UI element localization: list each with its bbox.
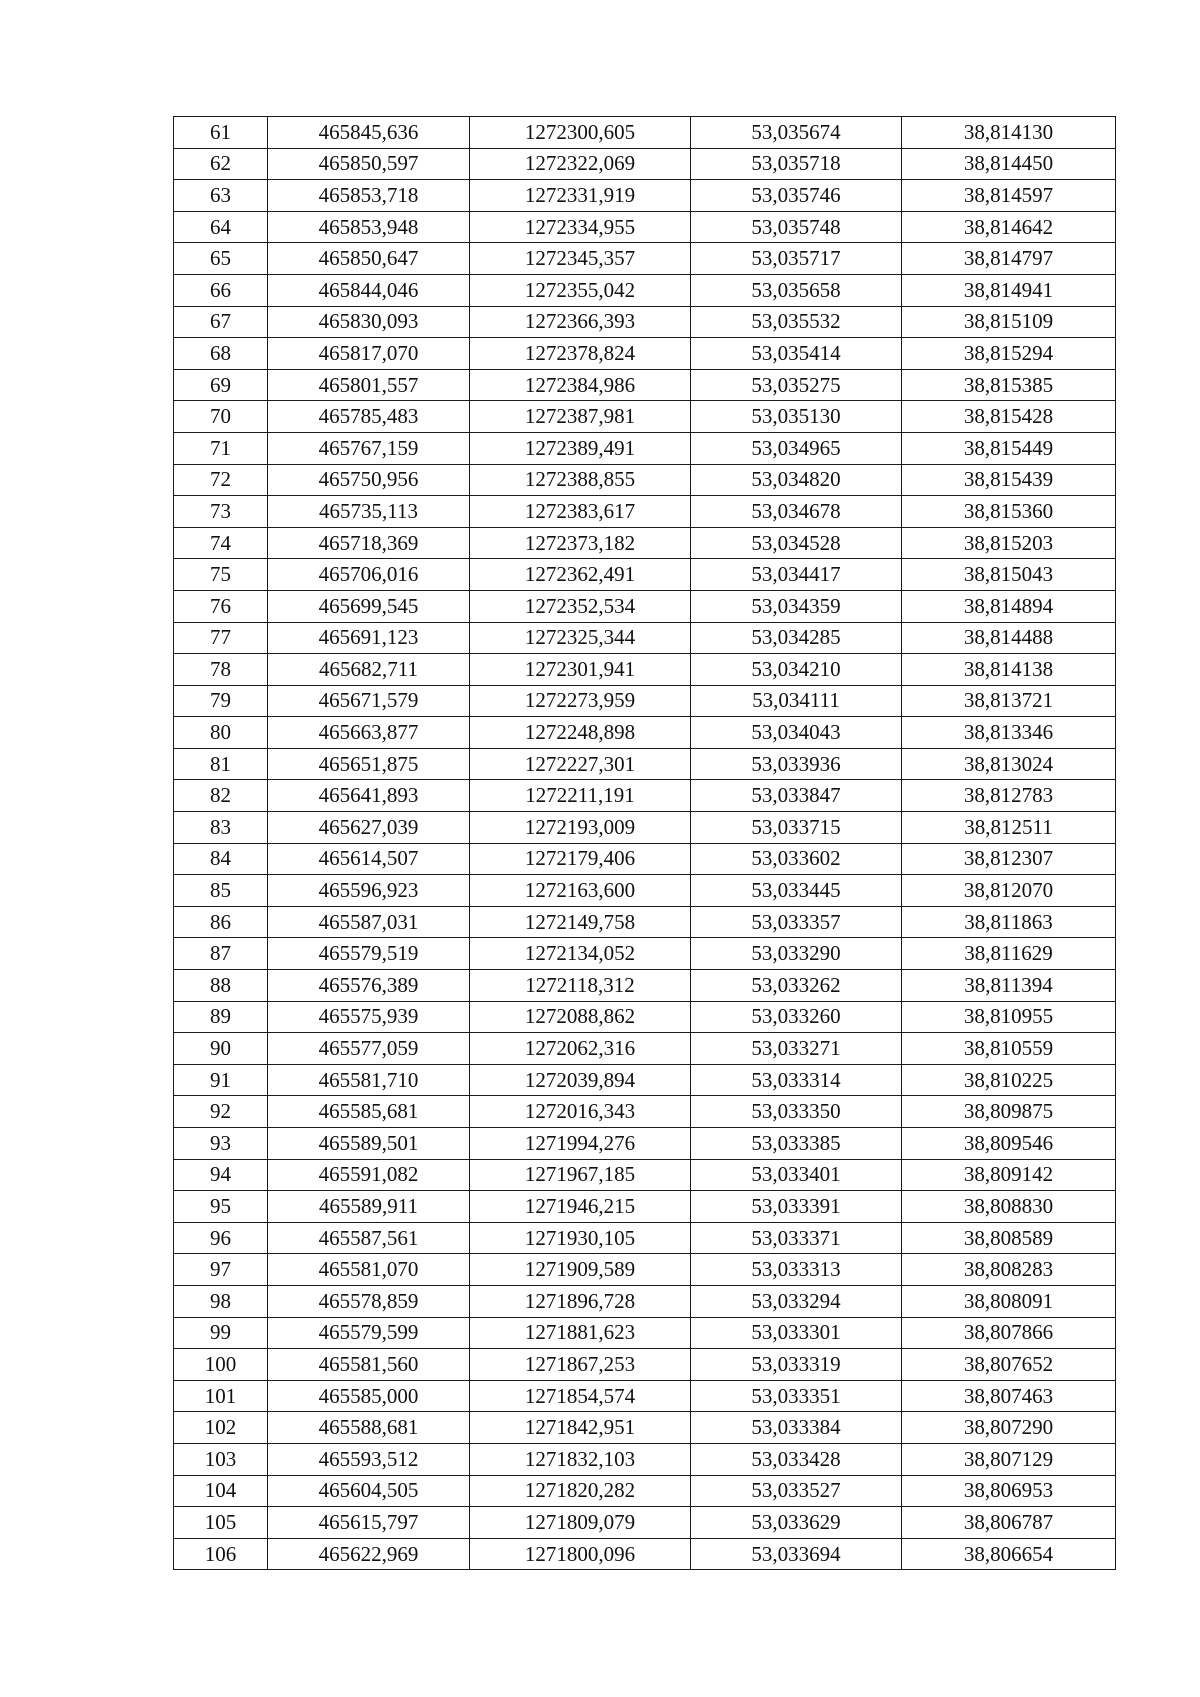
point-number-cell: 95 bbox=[174, 1191, 268, 1223]
y-coordinate-cell: 1271881,623 bbox=[470, 1317, 691, 1349]
latitude-cell: 53,033384 bbox=[691, 1412, 902, 1444]
longitude-cell: 38,815294 bbox=[902, 338, 1116, 370]
x-coordinate-cell: 465589,501 bbox=[268, 1128, 470, 1160]
y-coordinate-cell: 1271832,103 bbox=[470, 1443, 691, 1475]
latitude-cell: 53,033290 bbox=[691, 938, 902, 970]
x-coordinate-cell: 465581,710 bbox=[268, 1064, 470, 1096]
latitude-cell: 53,034285 bbox=[691, 622, 902, 654]
latitude-cell: 53,034528 bbox=[691, 527, 902, 559]
table-row bbox=[174, 117, 1116, 149]
y-coordinate-cell: 1271994,276 bbox=[470, 1128, 691, 1160]
y-coordinate-cell: 1272088,862 bbox=[470, 1001, 691, 1033]
y-coordinate-cell: 1271820,282 bbox=[470, 1475, 691, 1507]
x-coordinate-cell: 465850,597 bbox=[268, 148, 470, 180]
longitude-cell: 38,815043 bbox=[902, 559, 1116, 591]
longitude-cell: 38,806654 bbox=[902, 1538, 1116, 1570]
table-row bbox=[174, 622, 1116, 654]
point-number-cell: 77 bbox=[174, 622, 268, 654]
y-coordinate-cell: 1272383,617 bbox=[470, 496, 691, 528]
latitude-cell: 53,035718 bbox=[691, 148, 902, 180]
latitude-cell: 53,033629 bbox=[691, 1507, 902, 1539]
y-coordinate-cell: 1272378,824 bbox=[470, 338, 691, 370]
table-row bbox=[174, 1538, 1116, 1570]
x-coordinate-cell: 465735,113 bbox=[268, 496, 470, 528]
latitude-cell: 53,035130 bbox=[691, 401, 902, 433]
y-coordinate-cell: 1272227,301 bbox=[470, 748, 691, 780]
longitude-cell: 38,808283 bbox=[902, 1254, 1116, 1286]
latitude-cell: 53,034417 bbox=[691, 559, 902, 591]
longitude-cell: 38,812511 bbox=[902, 812, 1116, 844]
y-coordinate-cell: 1272389,491 bbox=[470, 432, 691, 464]
point-number-cell: 68 bbox=[174, 338, 268, 370]
latitude-cell: 53,033391 bbox=[691, 1191, 902, 1223]
point-number-cell: 75 bbox=[174, 559, 268, 591]
latitude-cell: 53,035532 bbox=[691, 306, 902, 338]
point-number-cell: 105 bbox=[174, 1507, 268, 1539]
longitude-cell: 38,813346 bbox=[902, 717, 1116, 749]
point-number-cell: 103 bbox=[174, 1443, 268, 1475]
table-row bbox=[174, 843, 1116, 875]
y-coordinate-cell: 1272193,009 bbox=[470, 812, 691, 844]
point-number-cell: 83 bbox=[174, 812, 268, 844]
coordinates-table-body bbox=[174, 117, 1116, 1570]
latitude-cell: 53,033401 bbox=[691, 1159, 902, 1191]
table-row bbox=[174, 1285, 1116, 1317]
x-coordinate-cell: 465627,039 bbox=[268, 812, 470, 844]
x-coordinate-cell: 465588,681 bbox=[268, 1412, 470, 1444]
longitude-cell: 38,815360 bbox=[902, 496, 1116, 528]
table-row bbox=[174, 1001, 1116, 1033]
table-row bbox=[174, 432, 1116, 464]
longitude-cell: 38,814488 bbox=[902, 622, 1116, 654]
latitude-cell: 53,035674 bbox=[691, 117, 902, 149]
longitude-cell: 38,815109 bbox=[902, 306, 1116, 338]
point-number-cell: 97 bbox=[174, 1254, 268, 1286]
longitude-cell: 38,812783 bbox=[902, 780, 1116, 812]
x-coordinate-cell: 465750,956 bbox=[268, 464, 470, 496]
longitude-cell: 38,813024 bbox=[902, 748, 1116, 780]
table-row bbox=[174, 1443, 1116, 1475]
longitude-cell: 38,814941 bbox=[902, 274, 1116, 306]
y-coordinate-cell: 1272366,393 bbox=[470, 306, 691, 338]
table-row bbox=[174, 527, 1116, 559]
point-number-cell: 78 bbox=[174, 654, 268, 686]
point-number-cell: 84 bbox=[174, 843, 268, 875]
point-number-cell: 89 bbox=[174, 1001, 268, 1033]
point-number-cell: 82 bbox=[174, 780, 268, 812]
x-coordinate-cell: 465622,969 bbox=[268, 1538, 470, 1570]
point-number-cell: 71 bbox=[174, 432, 268, 464]
x-coordinate-cell: 465691,123 bbox=[268, 622, 470, 654]
y-coordinate-cell: 1272301,941 bbox=[470, 654, 691, 686]
table-row bbox=[174, 812, 1116, 844]
latitude-cell: 53,033385 bbox=[691, 1128, 902, 1160]
x-coordinate-cell: 465785,483 bbox=[268, 401, 470, 433]
table-row bbox=[174, 338, 1116, 370]
table-row bbox=[174, 685, 1116, 717]
longitude-cell: 38,808589 bbox=[902, 1222, 1116, 1254]
table-row bbox=[174, 590, 1116, 622]
x-coordinate-cell: 465587,561 bbox=[268, 1222, 470, 1254]
table-row bbox=[174, 717, 1116, 749]
table-row bbox=[174, 274, 1116, 306]
x-coordinate-cell: 465853,948 bbox=[268, 211, 470, 243]
point-number-cell: 86 bbox=[174, 906, 268, 938]
table-row bbox=[174, 1064, 1116, 1096]
latitude-cell: 53,034820 bbox=[691, 464, 902, 496]
y-coordinate-cell: 1272134,052 bbox=[470, 938, 691, 970]
point-number-cell: 64 bbox=[174, 211, 268, 243]
y-coordinate-cell: 1272163,600 bbox=[470, 875, 691, 907]
table-row bbox=[174, 875, 1116, 907]
x-coordinate-cell: 465604,505 bbox=[268, 1475, 470, 1507]
table-row bbox=[174, 1128, 1116, 1160]
latitude-cell: 53,034111 bbox=[691, 685, 902, 717]
y-coordinate-cell: 1272388,855 bbox=[470, 464, 691, 496]
latitude-cell: 53,033428 bbox=[691, 1443, 902, 1475]
latitude-cell: 53,033936 bbox=[691, 748, 902, 780]
longitude-cell: 38,813721 bbox=[902, 685, 1116, 717]
y-coordinate-cell: 1271946,215 bbox=[470, 1191, 691, 1223]
x-coordinate-cell: 465641,893 bbox=[268, 780, 470, 812]
latitude-cell: 53,034210 bbox=[691, 654, 902, 686]
latitude-cell: 53,033371 bbox=[691, 1222, 902, 1254]
point-number-cell: 99 bbox=[174, 1317, 268, 1349]
latitude-cell: 53,035746 bbox=[691, 180, 902, 212]
y-coordinate-cell: 1272248,898 bbox=[470, 717, 691, 749]
latitude-cell: 53,035658 bbox=[691, 274, 902, 306]
longitude-cell: 38,806953 bbox=[902, 1475, 1116, 1507]
x-coordinate-cell: 465614,507 bbox=[268, 843, 470, 875]
longitude-cell: 38,811863 bbox=[902, 906, 1116, 938]
point-number-cell: 101 bbox=[174, 1380, 268, 1412]
table-row bbox=[174, 180, 1116, 212]
x-coordinate-cell: 465593,512 bbox=[268, 1443, 470, 1475]
y-coordinate-cell: 1271930,105 bbox=[470, 1222, 691, 1254]
y-coordinate-cell: 1271809,079 bbox=[470, 1507, 691, 1539]
y-coordinate-cell: 1272062,316 bbox=[470, 1033, 691, 1065]
y-coordinate-cell: 1272355,042 bbox=[470, 274, 691, 306]
longitude-cell: 38,810225 bbox=[902, 1064, 1116, 1096]
x-coordinate-cell: 465801,557 bbox=[268, 369, 470, 401]
x-coordinate-cell: 465585,000 bbox=[268, 1380, 470, 1412]
point-number-cell: 81 bbox=[174, 748, 268, 780]
table-row bbox=[174, 401, 1116, 433]
point-number-cell: 67 bbox=[174, 306, 268, 338]
point-number-cell: 80 bbox=[174, 717, 268, 749]
table-row bbox=[174, 1254, 1116, 1286]
x-coordinate-cell: 465830,093 bbox=[268, 306, 470, 338]
longitude-cell: 38,811629 bbox=[902, 938, 1116, 970]
latitude-cell: 53,033527 bbox=[691, 1475, 902, 1507]
table-row bbox=[174, 148, 1116, 180]
point-number-cell: 104 bbox=[174, 1475, 268, 1507]
y-coordinate-cell: 1272300,605 bbox=[470, 117, 691, 149]
table-row bbox=[174, 654, 1116, 686]
y-coordinate-cell: 1272373,182 bbox=[470, 527, 691, 559]
x-coordinate-cell: 465579,519 bbox=[268, 938, 470, 970]
point-number-cell: 79 bbox=[174, 685, 268, 717]
x-coordinate-cell: 465577,059 bbox=[268, 1033, 470, 1065]
longitude-cell: 38,807290 bbox=[902, 1412, 1116, 1444]
point-number-cell: 91 bbox=[174, 1064, 268, 1096]
longitude-cell: 38,815428 bbox=[902, 401, 1116, 433]
x-coordinate-cell: 465663,877 bbox=[268, 717, 470, 749]
point-number-cell: 65 bbox=[174, 243, 268, 275]
y-coordinate-cell: 1271854,574 bbox=[470, 1380, 691, 1412]
point-number-cell: 106 bbox=[174, 1538, 268, 1570]
table-row bbox=[174, 1159, 1116, 1191]
table-row bbox=[174, 1033, 1116, 1065]
longitude-cell: 38,814450 bbox=[902, 148, 1116, 180]
latitude-cell: 53,034043 bbox=[691, 717, 902, 749]
point-number-cell: 70 bbox=[174, 401, 268, 433]
point-number-cell: 69 bbox=[174, 369, 268, 401]
y-coordinate-cell: 1272149,758 bbox=[470, 906, 691, 938]
y-coordinate-cell: 1272362,491 bbox=[470, 559, 691, 591]
longitude-cell: 38,812307 bbox=[902, 843, 1116, 875]
point-number-cell: 96 bbox=[174, 1222, 268, 1254]
x-coordinate-cell: 465596,923 bbox=[268, 875, 470, 907]
latitude-cell: 53,034678 bbox=[691, 496, 902, 528]
latitude-cell: 53,033351 bbox=[691, 1380, 902, 1412]
latitude-cell: 53,033694 bbox=[691, 1538, 902, 1570]
point-number-cell: 100 bbox=[174, 1349, 268, 1381]
point-number-cell: 87 bbox=[174, 938, 268, 970]
table-row bbox=[174, 906, 1116, 938]
longitude-cell: 38,807129 bbox=[902, 1443, 1116, 1475]
latitude-cell: 53,033313 bbox=[691, 1254, 902, 1286]
x-coordinate-cell: 465589,911 bbox=[268, 1191, 470, 1223]
point-number-cell: 63 bbox=[174, 180, 268, 212]
point-number-cell: 90 bbox=[174, 1033, 268, 1065]
x-coordinate-cell: 465850,647 bbox=[268, 243, 470, 275]
latitude-cell: 53,034965 bbox=[691, 432, 902, 464]
table-row bbox=[174, 1475, 1116, 1507]
point-number-cell: 85 bbox=[174, 875, 268, 907]
x-coordinate-cell: 465581,560 bbox=[268, 1349, 470, 1381]
longitude-cell: 38,814597 bbox=[902, 180, 1116, 212]
y-coordinate-cell: 1272387,981 bbox=[470, 401, 691, 433]
x-coordinate-cell: 465585,681 bbox=[268, 1096, 470, 1128]
point-number-cell: 76 bbox=[174, 590, 268, 622]
y-coordinate-cell: 1271909,589 bbox=[470, 1254, 691, 1286]
longitude-cell: 38,806787 bbox=[902, 1507, 1116, 1539]
x-coordinate-cell: 465845,636 bbox=[268, 117, 470, 149]
latitude-cell: 53,033445 bbox=[691, 875, 902, 907]
latitude-cell: 53,033602 bbox=[691, 843, 902, 875]
point-number-cell: 74 bbox=[174, 527, 268, 559]
longitude-cell: 38,814642 bbox=[902, 211, 1116, 243]
latitude-cell: 53,033350 bbox=[691, 1096, 902, 1128]
latitude-cell: 53,035717 bbox=[691, 243, 902, 275]
table-row bbox=[174, 970, 1116, 1002]
x-coordinate-cell: 465587,031 bbox=[268, 906, 470, 938]
x-coordinate-cell: 465651,875 bbox=[268, 748, 470, 780]
table-row bbox=[174, 1380, 1116, 1412]
y-coordinate-cell: 1272331,919 bbox=[470, 180, 691, 212]
y-coordinate-cell: 1271867,253 bbox=[470, 1349, 691, 1381]
longitude-cell: 38,807463 bbox=[902, 1380, 1116, 1412]
table-row bbox=[174, 369, 1116, 401]
longitude-cell: 38,815385 bbox=[902, 369, 1116, 401]
point-number-cell: 98 bbox=[174, 1285, 268, 1317]
longitude-cell: 38,815203 bbox=[902, 527, 1116, 559]
y-coordinate-cell: 1272118,312 bbox=[470, 970, 691, 1002]
longitude-cell: 38,807866 bbox=[902, 1317, 1116, 1349]
table-row bbox=[174, 1349, 1116, 1381]
table-row bbox=[174, 1317, 1116, 1349]
latitude-cell: 53,033301 bbox=[691, 1317, 902, 1349]
table-row bbox=[174, 464, 1116, 496]
point-number-cell: 94 bbox=[174, 1159, 268, 1191]
point-number-cell: 93 bbox=[174, 1128, 268, 1160]
table-row bbox=[174, 1096, 1116, 1128]
longitude-cell: 38,815449 bbox=[902, 432, 1116, 464]
longitude-cell: 38,814130 bbox=[902, 117, 1116, 149]
x-coordinate-cell: 465579,599 bbox=[268, 1317, 470, 1349]
x-coordinate-cell: 465718,369 bbox=[268, 527, 470, 559]
y-coordinate-cell: 1271967,185 bbox=[470, 1159, 691, 1191]
table-row bbox=[174, 496, 1116, 528]
y-coordinate-cell: 1272322,069 bbox=[470, 148, 691, 180]
x-coordinate-cell: 465682,711 bbox=[268, 654, 470, 686]
latitude-cell: 53,033260 bbox=[691, 1001, 902, 1033]
table-row bbox=[174, 1222, 1116, 1254]
longitude-cell: 38,810955 bbox=[902, 1001, 1116, 1033]
coordinates-table bbox=[173, 116, 1116, 1570]
longitude-cell: 38,809142 bbox=[902, 1159, 1116, 1191]
x-coordinate-cell: 465853,718 bbox=[268, 180, 470, 212]
point-number-cell: 92 bbox=[174, 1096, 268, 1128]
y-coordinate-cell: 1272039,894 bbox=[470, 1064, 691, 1096]
point-number-cell: 66 bbox=[174, 274, 268, 306]
table-row bbox=[174, 559, 1116, 591]
longitude-cell: 38,814894 bbox=[902, 590, 1116, 622]
point-number-cell: 102 bbox=[174, 1412, 268, 1444]
x-coordinate-cell: 465699,545 bbox=[268, 590, 470, 622]
table-row bbox=[174, 748, 1116, 780]
y-coordinate-cell: 1272016,343 bbox=[470, 1096, 691, 1128]
longitude-cell: 38,812070 bbox=[902, 875, 1116, 907]
point-number-cell: 88 bbox=[174, 970, 268, 1002]
table-row bbox=[174, 1507, 1116, 1539]
longitude-cell: 38,809546 bbox=[902, 1128, 1116, 1160]
point-number-cell: 62 bbox=[174, 148, 268, 180]
longitude-cell: 38,815439 bbox=[902, 464, 1116, 496]
y-coordinate-cell: 1271842,951 bbox=[470, 1412, 691, 1444]
x-coordinate-cell: 465575,939 bbox=[268, 1001, 470, 1033]
latitude-cell: 53,033271 bbox=[691, 1033, 902, 1065]
x-coordinate-cell: 465817,070 bbox=[268, 338, 470, 370]
longitude-cell: 38,810559 bbox=[902, 1033, 1116, 1065]
y-coordinate-cell: 1272345,357 bbox=[470, 243, 691, 275]
longitude-cell: 38,811394 bbox=[902, 970, 1116, 1002]
x-coordinate-cell: 465706,016 bbox=[268, 559, 470, 591]
x-coordinate-cell: 465576,389 bbox=[268, 970, 470, 1002]
longitude-cell: 38,808830 bbox=[902, 1191, 1116, 1223]
latitude-cell: 53,035748 bbox=[691, 211, 902, 243]
table-row bbox=[174, 780, 1116, 812]
longitude-cell: 38,807652 bbox=[902, 1349, 1116, 1381]
table-row bbox=[174, 1412, 1116, 1444]
latitude-cell: 53,033357 bbox=[691, 906, 902, 938]
x-coordinate-cell: 465844,046 bbox=[268, 274, 470, 306]
point-number-cell: 72 bbox=[174, 464, 268, 496]
y-coordinate-cell: 1272273,959 bbox=[470, 685, 691, 717]
longitude-cell: 38,808091 bbox=[902, 1285, 1116, 1317]
y-coordinate-cell: 1272179,406 bbox=[470, 843, 691, 875]
x-coordinate-cell: 465578,859 bbox=[268, 1285, 470, 1317]
y-coordinate-cell: 1272334,955 bbox=[470, 211, 691, 243]
table-row bbox=[174, 938, 1116, 970]
y-coordinate-cell: 1272352,534 bbox=[470, 590, 691, 622]
latitude-cell: 53,035275 bbox=[691, 369, 902, 401]
y-coordinate-cell: 1272211,191 bbox=[470, 780, 691, 812]
y-coordinate-cell: 1272325,344 bbox=[470, 622, 691, 654]
y-coordinate-cell: 1271896,728 bbox=[470, 1285, 691, 1317]
x-coordinate-cell: 465581,070 bbox=[268, 1254, 470, 1286]
longitude-cell: 38,814138 bbox=[902, 654, 1116, 686]
y-coordinate-cell: 1272384,986 bbox=[470, 369, 691, 401]
latitude-cell: 53,033294 bbox=[691, 1285, 902, 1317]
latitude-cell: 53,033262 bbox=[691, 970, 902, 1002]
x-coordinate-cell: 465671,579 bbox=[268, 685, 470, 717]
x-coordinate-cell: 465591,082 bbox=[268, 1159, 470, 1191]
latitude-cell: 53,033314 bbox=[691, 1064, 902, 1096]
x-coordinate-cell: 465767,159 bbox=[268, 432, 470, 464]
point-number-cell: 61 bbox=[174, 117, 268, 149]
table-row bbox=[174, 211, 1116, 243]
point-number-cell: 73 bbox=[174, 496, 268, 528]
y-coordinate-cell: 1271800,096 bbox=[470, 1538, 691, 1570]
table-row bbox=[174, 1191, 1116, 1223]
latitude-cell: 53,035414 bbox=[691, 338, 902, 370]
latitude-cell: 53,033847 bbox=[691, 780, 902, 812]
latitude-cell: 53,034359 bbox=[691, 590, 902, 622]
longitude-cell: 38,814797 bbox=[902, 243, 1116, 275]
latitude-cell: 53,033715 bbox=[691, 812, 902, 844]
x-coordinate-cell: 465615,797 bbox=[268, 1507, 470, 1539]
table-row bbox=[174, 243, 1116, 275]
longitude-cell: 38,809875 bbox=[902, 1096, 1116, 1128]
table-row bbox=[174, 306, 1116, 338]
latitude-cell: 53,033319 bbox=[691, 1349, 902, 1381]
